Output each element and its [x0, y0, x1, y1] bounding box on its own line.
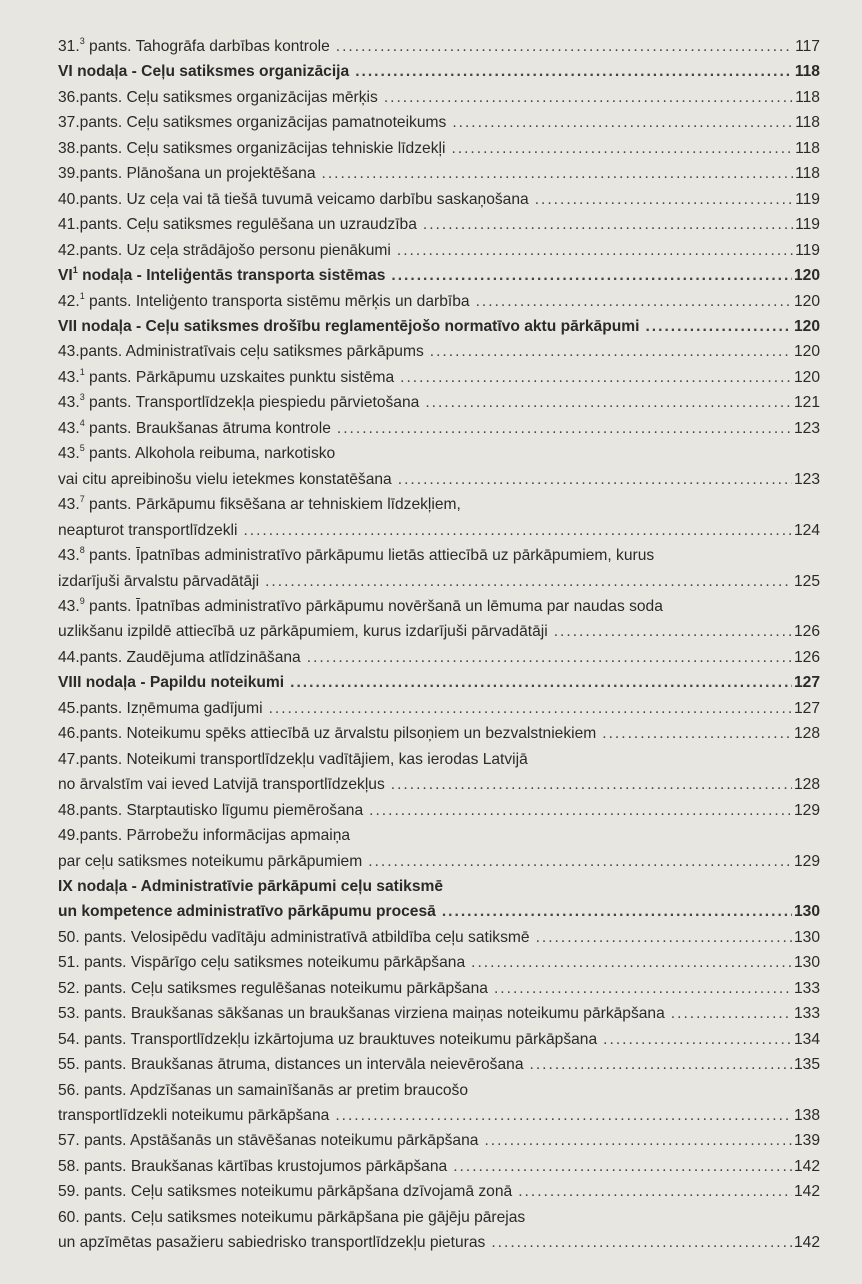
entry-title [58, 874, 443, 899]
entry-title [58, 110, 446, 135]
page-number: 123 [793, 470, 820, 488]
entry-title-prefix: 45.pants. Izņēmuma gadījumi [58, 699, 263, 717]
entry-title [58, 950, 465, 975]
entry-title [58, 976, 488, 1001]
page-number: 133 [793, 979, 820, 997]
entry-title-prefix: 43. [58, 394, 80, 412]
entry-title-prefix: 60. pants. Ceļu satiksmes noteikumu pārkāpšana pie gājēju pārejas [58, 1208, 526, 1226]
toc-article-entry [58, 696, 820, 721]
entry-title-prefix: VII nodaļa - Ceļu satiksmes drošību reglamentējošo normatīvo aktu pārkāpumi [58, 317, 640, 335]
toc-article-entry [58, 645, 820, 670]
dot-leader [391, 772, 792, 797]
entry-title [58, 238, 391, 263]
page-number: 139 [793, 1132, 820, 1150]
entry-title-prefix: 43. [58, 419, 80, 437]
dot-leader [471, 950, 792, 975]
entry-title [58, 416, 331, 441]
entry-title-prefix: 55. pants. Braukšanas ātruma, distances un intervāla neievērošana [58, 1056, 524, 1074]
entry-title-text: pants. Tahogrāfa darbības kontrole [84, 38, 330, 55]
page-number: 126 [793, 648, 820, 666]
dot-leader [384, 85, 793, 110]
entry-title-continuation: un kompetence administratīvo pārkāpumu procesā [58, 903, 436, 921]
dot-leader [645, 314, 792, 339]
dot-leader [442, 899, 792, 924]
entry-title-prefix: VIII nodaļa - Papildu noteikumi [58, 674, 285, 692]
toc-article-entry [58, 1128, 820, 1153]
page-number: 120 [793, 343, 820, 361]
entry-title-prefix: 43. [58, 496, 80, 514]
page-number: 119 [795, 216, 820, 234]
entry-title-prefix: 57. pants. Apstāšanās un stāvēšanas noteikumu pārkāpšana [58, 1132, 479, 1150]
entry-title-prefix: 47.pants. Noteikumi transportlīdzekļu vadītājiem, kas ierodas Latvijā [58, 750, 528, 768]
entry-title [58, 1128, 478, 1153]
entry-title-text: nodaļa - Inteliģentās transporta sistēmas [77, 267, 386, 285]
entry-title [58, 34, 330, 59]
entry-superscript: 3 [79, 392, 85, 403]
entry-title [58, 1205, 525, 1230]
dot-leader [369, 798, 792, 823]
toc-article-entry [58, 1027, 820, 1052]
entry-superscript: 3 [79, 36, 85, 46]
entry-title [58, 85, 378, 110]
page-number: 120 [793, 368, 820, 386]
entry-title-text: pants. Inteliģento transporta sistēmu mērķis un darbība [84, 292, 470, 310]
entry-title-text: pants. Alkohola reibuma, narkotisko [84, 445, 336, 463]
entry-superscript: 1 [72, 265, 78, 276]
entry-title-continuation: transportlīdzekli noteikumu pārkāpšana [58, 1107, 330, 1125]
entry-title-continuation: izdarījuši ārvalstu pārvadātāji [58, 572, 260, 590]
dot-leader [425, 390, 792, 415]
dot-leader [391, 263, 792, 288]
entry-title [58, 747, 528, 772]
page-number: 134 [793, 1030, 820, 1048]
entry-title-prefix: 43.pants. Administratīvais ceļu satiksmes pārkāpums [58, 343, 424, 361]
toc-article-entry [58, 543, 820, 594]
entry-title [58, 543, 654, 568]
page-number: 142 [793, 1183, 820, 1201]
entry-title-prefix: 36.pants. Ceļu satiksmes organizācijas mērķis [58, 88, 378, 106]
toc-article-entry [58, 441, 820, 492]
page-number: 119 [795, 190, 820, 208]
entry-title [58, 263, 385, 288]
dot-leader [398, 467, 792, 492]
entry-title-prefix: 39.pants. Plānošana un projektēšana [58, 165, 316, 183]
dot-leader [265, 569, 792, 594]
page-number: 138 [793, 1107, 820, 1125]
entry-title-prefix: VI [58, 267, 73, 285]
entry-title-prefix: 43. [58, 445, 80, 463]
entry-title [58, 492, 461, 517]
dot-leader [335, 1103, 792, 1128]
entry-title-prefix: 48.pants. Starptautisko līgumu piemērošana [58, 801, 364, 819]
entry-title [58, 823, 350, 848]
entry-title-text: pants. Pārkāpumu uzskaites punktu sistēma [84, 368, 395, 386]
dot-leader [368, 849, 792, 874]
table-of-contents [58, 34, 820, 1256]
toc-article-entry [58, 747, 820, 798]
dot-leader [451, 136, 793, 161]
entry-title-prefix: 51. pants. Vispārīgo ceļu satiksmes noteikumu pārkāpšana [58, 954, 466, 972]
toc-article-entry [58, 1001, 820, 1026]
page-number: 129 [793, 852, 820, 870]
entry-title-continuation: uzlikšanu izpildē attiecībā uz pārkāpumiem, kurus izdarījuši pārvadātāji [58, 623, 548, 641]
entry-title [58, 365, 394, 390]
dot-leader [518, 1179, 792, 1204]
page-number: 118 [795, 88, 820, 106]
page-number: 124 [793, 521, 820, 539]
page-number: 123 [793, 419, 820, 437]
page-number: 119 [795, 241, 820, 259]
toc-article-entry [58, 1205, 820, 1256]
dot-leader [336, 34, 793, 59]
entry-title [58, 1179, 512, 1204]
page-number: 118 [795, 114, 820, 132]
entry-title [58, 212, 417, 237]
entry-title [58, 1154, 447, 1179]
page-number: 118 [795, 165, 820, 183]
entry-title [58, 1052, 524, 1077]
toc-chapter-entry [58, 670, 820, 695]
page-number: 142 [793, 1234, 820, 1252]
entry-title-prefix: 58. pants. Braukšanas kārtības krustojumos pārkāpšana [58, 1157, 448, 1175]
toc-article-entry [58, 212, 820, 237]
entry-title [58, 289, 470, 314]
entry-title [58, 136, 445, 161]
dot-leader [337, 416, 792, 441]
page-number: 120 [793, 267, 820, 285]
dot-leader [554, 619, 792, 644]
entry-title [58, 645, 301, 670]
toc-article-entry [58, 110, 820, 135]
entry-title [58, 670, 284, 695]
dot-leader [453, 1154, 792, 1179]
toc-article-entry [58, 390, 820, 415]
page-number: 127 [793, 699, 820, 717]
dot-leader [430, 339, 792, 364]
entry-title [58, 390, 419, 415]
toc-article-entry [58, 416, 820, 441]
dot-leader [535, 187, 793, 212]
dot-leader [400, 365, 792, 390]
entry-title [58, 925, 530, 950]
toc-article-entry [58, 161, 820, 186]
entry-title-prefix: 49.pants. Pārrobežu informācijas apmaiņa [58, 827, 351, 845]
page-number: 130 [793, 928, 820, 946]
page-number: 130 [793, 954, 820, 972]
toc-article-entry [58, 289, 820, 314]
toc-article-entry [58, 136, 820, 161]
entry-title-prefix: 46.pants. Noteikumu spēks attiecībā uz ārvalstu pilsoņiem un bezvalstniekiem [58, 725, 597, 743]
entry-title-prefix: IX nodaļa - Administratīvie pārkāpumi ceļu satiksmē [58, 877, 444, 895]
entry-superscript: 9 [79, 595, 85, 606]
entry-title [58, 161, 316, 186]
entry-title [58, 1001, 665, 1026]
entry-title-prefix: 59. pants. Ceļu satiksmes noteikumu pārkāpšana dzīvojamā zonā [58, 1183, 513, 1201]
entry-title-prefix: 54. pants. Transportlīdzekļu izkārtojuma uz brauktuves noteikumu pārkāpšana [58, 1030, 598, 1048]
page-number: 125 [793, 572, 820, 590]
entry-title-prefix: 42. [58, 292, 80, 310]
page-number: 135 [793, 1056, 820, 1074]
dot-leader [290, 670, 792, 695]
dot-leader [452, 110, 793, 135]
entry-title [58, 1078, 468, 1103]
toc-article-entry [58, 34, 820, 59]
toc-chapter-entry [58, 314, 820, 339]
entry-title [58, 1027, 597, 1052]
entry-title-continuation: un apzīmētas pasažieru sabiedrisko transportlīdzekļu pieturas [58, 1234, 486, 1252]
dot-leader [536, 925, 792, 950]
dot-leader [603, 1027, 792, 1052]
page-number: 129 [793, 801, 820, 819]
entry-title-prefix: 43. [58, 597, 80, 615]
dot-leader [491, 1230, 792, 1255]
entry-title-prefix: 42.pants. Uz ceļa strādājošo personu pienākumi [58, 241, 391, 259]
toc-chapter-entry [58, 874, 820, 925]
page-number: 128 [793, 776, 820, 794]
entry-superscript: 1 [79, 290, 85, 301]
entry-title-continuation: par ceļu satiksmes noteikumu pārkāpumiem [58, 852, 363, 870]
entry-title-prefix: 43. [58, 547, 80, 565]
entry-title-prefix: 38.pants. Ceļu satiksmes organizācijas tehniskie līdzekļi [58, 139, 446, 157]
entry-superscript: 4 [79, 417, 85, 428]
entry-title-prefix: 37.pants. Ceļu satiksmes organizācijas pamatnoteikums [58, 114, 447, 132]
entry-superscript: 7 [79, 494, 85, 505]
page-number: 128 [793, 725, 820, 743]
toc-article-entry [58, 238, 820, 263]
page-number: 121 [793, 394, 820, 412]
entry-title [58, 187, 529, 212]
toc-article-entry [58, 187, 820, 212]
page-number: 142 [793, 1157, 820, 1175]
entry-title [58, 441, 335, 466]
entry-title [58, 721, 596, 746]
dot-leader [671, 1001, 792, 1026]
entry-title-prefix: 50. pants. Velosipēdu vadītāju administratīvā atbildība ceļu satiksmē [58, 928, 530, 946]
page-number: 127 [793, 674, 820, 692]
page-number: 118 [795, 139, 820, 157]
entry-title-prefix: 40.pants. Uz ceļa vai tā tiešā tuvumā veicamo darbību saskaņošana [58, 190, 529, 208]
entry-superscript: 1 [79, 366, 85, 377]
dot-leader [423, 212, 793, 237]
entry-title-prefix: 31. [58, 38, 80, 55]
entry-title-continuation: vai citu apreibinošu vielu ietekmes konstatēšana [58, 470, 392, 488]
page-number: 130 [793, 903, 820, 921]
entry-title-prefix: VI nodaļa - Ceļu satiksmes organizācija [58, 63, 350, 81]
toc-article-entry [58, 85, 820, 110]
toc-article-entry [58, 1052, 820, 1077]
entry-title [58, 59, 349, 84]
dot-leader [269, 696, 792, 721]
entry-title-continuation: neapturot transportlīdzekli [58, 521, 238, 539]
page-number: 118 [794, 63, 820, 81]
toc-chapter-entry [58, 59, 820, 84]
page-number: 120 [793, 317, 820, 335]
toc-article-entry [58, 976, 820, 1001]
toc-article-entry [58, 925, 820, 950]
entry-title [58, 314, 639, 339]
dot-leader [307, 645, 792, 670]
entry-title [58, 594, 663, 619]
page-number: 133 [793, 1005, 820, 1023]
toc-article-entry [58, 492, 820, 543]
dot-leader [355, 59, 793, 84]
entry-superscript: 5 [79, 443, 85, 454]
page-number: 120 [793, 292, 820, 310]
toc-article-entry [58, 1154, 820, 1179]
dot-leader [243, 518, 792, 543]
entry-title-prefix: 56. pants. Apdzīšanas un samainīšanās ar pretim braucošo [58, 1081, 469, 1099]
toc-article-entry [58, 721, 820, 746]
toc-article-entry [58, 1078, 820, 1129]
dot-leader [602, 721, 792, 746]
entry-superscript: 8 [79, 545, 85, 556]
entry-title [58, 339, 424, 364]
toc-article-entry [58, 594, 820, 645]
entry-title-prefix: 44.pants. Zaudējuma atlīdzināšana [58, 648, 301, 666]
toc-chapter-entry [58, 263, 820, 288]
toc-article-entry [58, 365, 820, 390]
toc-article-entry [58, 823, 820, 874]
dot-leader [397, 238, 793, 263]
toc-article-entry [58, 339, 820, 364]
dot-leader [484, 1128, 792, 1153]
page-number: 126 [793, 623, 820, 641]
dot-leader [530, 1052, 792, 1077]
page-number: 117 [795, 38, 820, 55]
entry-title-continuation: no ārvalstīm vai ieved Latvijā transportlīdzekļus [58, 776, 385, 794]
dot-leader [322, 161, 794, 186]
entry-title-text: pants. Īpatnības administratīvo pārkāpumu lietās attiecībā uz pārkāpumiem, kurus [84, 547, 655, 565]
toc-article-entry [58, 1179, 820, 1204]
toc-article-entry [58, 798, 820, 823]
entry-title-text: pants. Braukšanas ātruma kontrole [84, 419, 331, 437]
entry-title [58, 798, 363, 823]
entry-title-text: pants. Transportlīdzekļa piespiedu pārvietošana [84, 394, 420, 412]
entry-title-text: pants. Pārkāpumu fiksēšana ar tehniskiem līdzekļiem, [84, 496, 461, 514]
dot-leader [476, 289, 792, 314]
entry-title-prefix: 43. [58, 368, 80, 386]
dot-leader [494, 976, 792, 1001]
entry-title-prefix: 53. pants. Braukšanas sākšanas un braukšanas virziena maiņas noteikumu pārkāpšana [58, 1005, 665, 1023]
entry-title [58, 696, 263, 721]
entry-title-prefix: 41.pants. Ceļu satiksmes regulēšana un uzraudzība [58, 216, 417, 234]
toc-article-entry [58, 950, 820, 975]
entry-title-text: pants. Īpatnības administratīvo pārkāpumu novēršanā un lēmuma par naudas soda [84, 597, 663, 615]
entry-title-prefix: 52. pants. Ceļu satiksmes regulēšanas noteikumu pārkāpšana [58, 979, 488, 997]
